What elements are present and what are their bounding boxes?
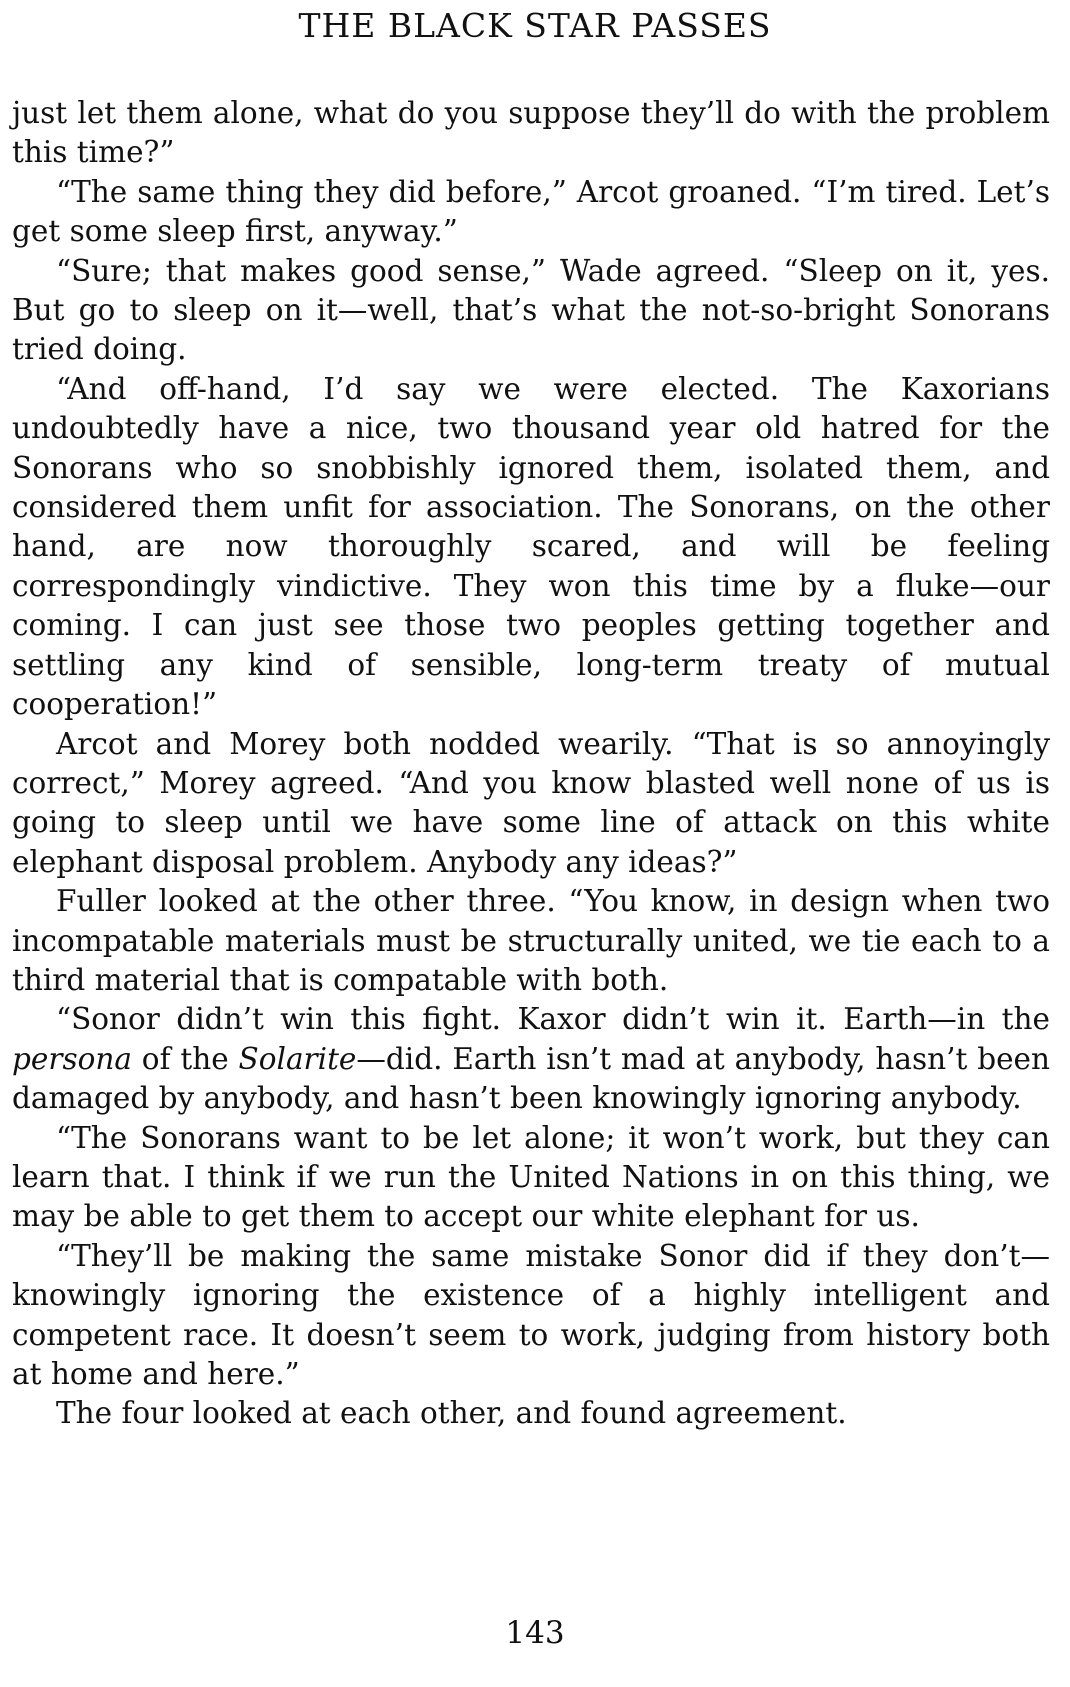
- paragraph-segment: of the: [131, 1041, 239, 1076]
- italic-term-solarite: Solarite: [238, 1041, 357, 1076]
- paragraph-with-italics: [12, 1000, 1050, 1118]
- paragraph-continued: just let them alone, what do you suppose they’ll do with the problem this time?”: [12, 96, 1050, 170]
- paragraph-segment: “Sonor didn’t win this fight. Kaxor didn’t win it. Earth—in the: [56, 1002, 1050, 1037]
- body-text: [12, 94, 1050, 1434]
- page-number: 143: [505, 1615, 565, 1651]
- paragraph: “The Sonorans want to be let alone; it won’t work, but they can learn that. I think if we run the United Nations in on this thing, we may be able to get them to accept our white elephant for us.: [12, 1120, 1050, 1234]
- paragraph: Fuller looked at the other three. “You know, in design when two incompatable materials must be structurally united, we tie each to a third material that is compatable with both.: [12, 884, 1050, 997]
- paragraph: Arcot and Morey both nodded wearily. “That is so annoyingly correct,” Morey agreed. “And you know blasted well none of us is going to sleep until we have some line of attack on this white elephant disposal problem. Anybody any ideas?”: [12, 726, 1050, 879]
- paragraph: The four looked at each other, and found agreement.: [56, 1396, 847, 1431]
- paragraph: “They’ll be making the same mistake Sonor did if they don’t—knowingly ignoring the existence of a highly intelligent and competent race. It doesn’t seem to work, judging from history both at home and here.”: [12, 1238, 1050, 1391]
- paragraph: “And off-hand, I’d say we were elected. The Kaxorians undoubtedly have a nice, two thousand year old hatred for the Sonorans who so snobbishly ignored them, isolated them, and considered them unfit for association. The Sonorans, on the other hand, are now thoroughly scared, and will be feeling correspondingly vindictive. They won this time by a fluke—our coming. I can just see those two peoples getting together and settling any kind of sensible, long-term treaty of mutual cooperation!”: [12, 371, 1050, 722]
- paragraph-segment: —did. Earth isn’t mad at anybody, hasn’t been damaged by anybody, and hasn’t been knowingly ignoring anybody.: [12, 1041, 1050, 1116]
- paragraph: “The same thing they did before,” Arcot groaned. “I’m tired. Let’s get some sleep first, anyway.”: [12, 174, 1050, 249]
- italic-term-persona: persona: [12, 1041, 132, 1076]
- paragraph: “Sure; that makes good sense,” Wade agreed. “Sleep on it, yes. But go to sleep on it—well, that’s what the not-so-bright Sonorans tried doing.: [12, 253, 1050, 367]
- running-head-title: THE BLACK STAR PASSES: [298, 6, 772, 45]
